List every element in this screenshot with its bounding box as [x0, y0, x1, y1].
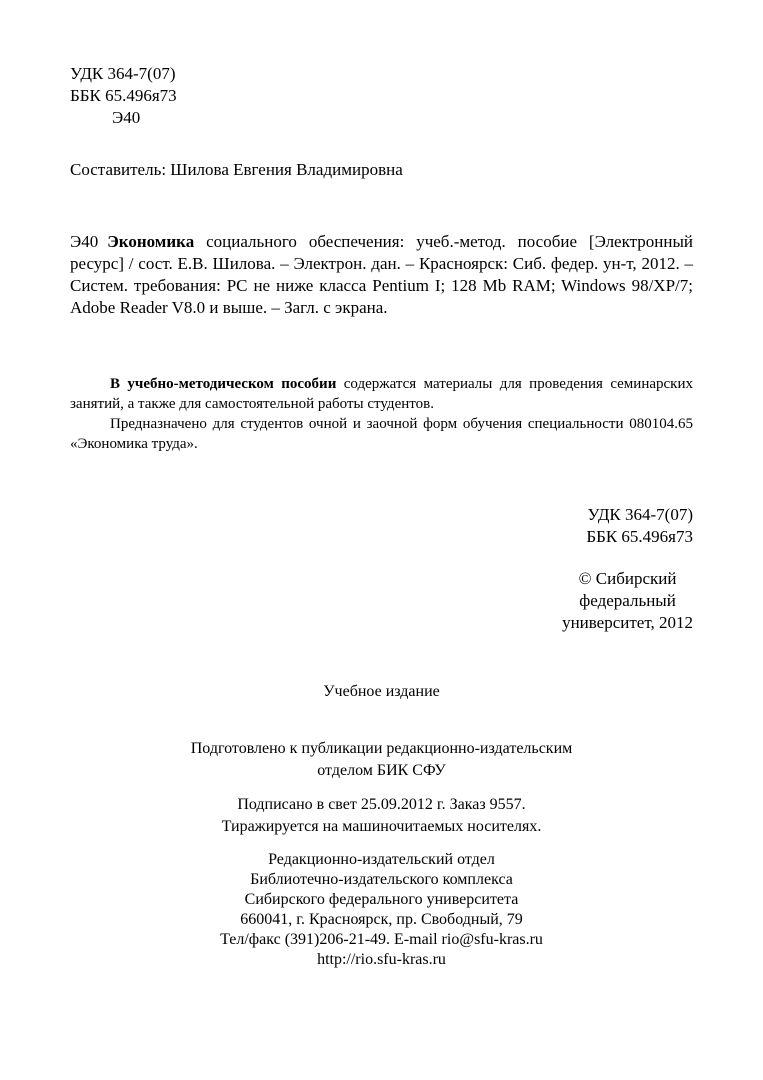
prepared-line-1: Подготовлено к публикации редакционно-издательским [190, 740, 573, 757]
prepared-by-block [70, 738, 693, 782]
publisher-website: http://rio.sfu-kras.ru [317, 951, 446, 968]
publisher-line-2: Библиотечно-издательского комплекса [250, 871, 513, 888]
annotation-paragraph-2: Предназначено для студентов очной и заочной форм обучения специальности 080104.65 «Экономика труда». [70, 416, 693, 452]
edition-type: Учебное издание [323, 683, 440, 700]
publisher-line-1: Редакционно-издательский отдел [268, 851, 495, 868]
bib-description: социального обеспечения: учеб.-метод. пособие [Электронный ресурс] / сост. Е.В. Шилова. – Электрон. дан. – Красноярск: Сиб. федер. ун-т, 2012. – Систем. требования: PC не ниже класса Pentium I; 128 Mb RAM; Windows 98/ХР/7; Adobe Reader V8.0 и выше. – Загл. с экрана. [70, 232, 693, 317]
classification-codes-right [70, 504, 693, 548]
compiler-line: Составитель: Шилова Евгения Владимировна [70, 160, 403, 179]
distribution-line: Тиражируется на машиночитаемых носителях. [221, 818, 542, 835]
annotation-lead-bold: В учебно-методическом пособии [110, 376, 337, 392]
bibliographic-record [70, 231, 693, 319]
udc-code-top: УДК 364-7(07) [70, 64, 176, 83]
publisher-address: 660041, г. Красноярск, пр. Свободный, 79 [240, 911, 523, 928]
copyright-line-1: © Сибирский [578, 569, 677, 588]
copyright-block-wrap [70, 568, 693, 634]
bib-author-sign: Э40 [70, 232, 99, 251]
copyright-line-3: университет, 2012 [562, 613, 693, 632]
classification-codes [70, 63, 693, 129]
bbk-code-top: ББК 65.496я73 [70, 86, 177, 105]
release-info-block [70, 794, 693, 838]
bib-title: Экономика [107, 232, 195, 251]
publisher-block [70, 850, 693, 970]
annotation-paragraph-1-text: содержатся материалы для проведения семинарских занятий, а также для самостоятельной работы студентов. [70, 376, 693, 412]
publisher-line-3: Сибирского федерального университета [244, 891, 519, 908]
release-date-line: Подписано в свет 25.09.2012 г. Заказ 9557. [237, 796, 526, 813]
annotation-block [70, 374, 693, 454]
copyright-line-2: федеральный [579, 591, 676, 610]
udc-code-right: УДК 364-7(07) [587, 505, 693, 524]
publisher-contacts: Тел/факс (391)206-21-49. E-mail rio@sfu-kras.ru [220, 931, 543, 948]
copyright-block [562, 568, 693, 634]
prepared-line-2: отделом БИК СФУ [317, 762, 446, 779]
annotation-paragraph-1 [70, 374, 693, 414]
author-sign-code: Э40 [112, 108, 141, 127]
bbk-code-right: ББК 65.496я73 [586, 527, 693, 546]
